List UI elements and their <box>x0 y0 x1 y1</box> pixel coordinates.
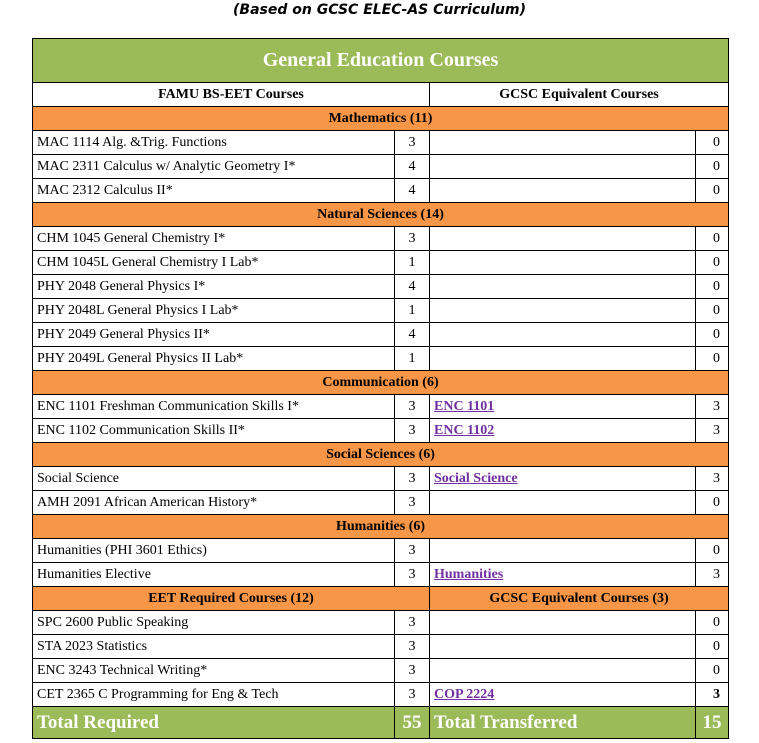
course-name: MAC 2311 Calculus w/ Analytic Geometry I* <box>33 155 395 179</box>
course-credits: 4 <box>395 179 430 203</box>
table-title: General Education Courses <box>33 39 729 83</box>
course-credits: 3 <box>395 659 430 683</box>
course-credits: 4 <box>395 275 430 299</box>
table-row <box>33 563 729 587</box>
equivalent-course <box>430 131 696 155</box>
table-row <box>33 491 729 515</box>
total-transferred-value: 15 <box>696 707 729 739</box>
course-table <box>32 38 729 739</box>
left-column-header: FAMU BS-EET Courses <box>33 83 430 107</box>
equivalent-credits: 0 <box>696 659 729 683</box>
course-name: CHM 1045 General Chemistry I* <box>33 227 395 251</box>
equivalent-course <box>430 659 696 683</box>
course-credits: 4 <box>395 155 430 179</box>
course-credits: 1 <box>395 299 430 323</box>
course-credits: 3 <box>395 539 430 563</box>
course-credits: 3 <box>395 227 430 251</box>
equivalent-credits: 3 <box>696 683 729 707</box>
section-row <box>33 515 729 539</box>
equivalent-course <box>430 419 696 443</box>
equivalent-credits: 0 <box>696 251 729 275</box>
section-gcsc-equivalent: GCSC Equivalent Courses (3) <box>430 587 729 611</box>
equivalent-credits: 0 <box>696 611 729 635</box>
equivalent-course <box>430 539 696 563</box>
course-credits: 1 <box>395 251 430 275</box>
course-name: PHY 2048 General Physics I* <box>33 275 395 299</box>
course-name: PHY 2049L General Physics II Lab* <box>33 347 395 371</box>
table-row <box>33 395 729 419</box>
equivalent-course <box>430 275 696 299</box>
section-natural-sciences: Natural Sciences (14) <box>33 203 729 227</box>
course-name: PHY 2049 General Physics II* <box>33 323 395 347</box>
course-name: STA 2023 Statistics <box>33 635 395 659</box>
equivalent-course-link[interactable]: ENC 1102 <box>434 422 495 438</box>
equivalent-course <box>430 347 696 371</box>
course-name: PHY 2048L General Physics I Lab* <box>33 299 395 323</box>
equivalent-credits: 0 <box>696 635 729 659</box>
course-credits: 3 <box>395 563 430 587</box>
equivalent-course <box>430 563 696 587</box>
total-required-label: Total Required <box>33 707 395 739</box>
right-column-header: GCSC Equivalent Courses <box>430 83 729 107</box>
course-name: CET 2365 C Programming for Eng & Tech <box>33 683 395 707</box>
course-name: Humanities Elective <box>33 563 395 587</box>
table-row <box>33 323 729 347</box>
table-row <box>33 275 729 299</box>
course-name: Social Science <box>33 467 395 491</box>
section-eet-required: EET Required Courses (12) <box>33 587 430 611</box>
equivalent-credits: 0 <box>696 179 729 203</box>
course-credits: 3 <box>395 395 430 419</box>
equivalent-course <box>430 155 696 179</box>
table-row <box>33 611 729 635</box>
table-row <box>33 251 729 275</box>
table-row <box>33 659 729 683</box>
section-row <box>33 203 729 227</box>
course-name: MAC 1114 Alg. &Trig. Functions <box>33 131 395 155</box>
equivalent-credits: 0 <box>696 275 729 299</box>
section-social-sciences: Social Sciences (6) <box>33 443 729 467</box>
course-credits: 3 <box>395 419 430 443</box>
course-name: AMH 2091 African American History* <box>33 491 395 515</box>
equivalent-credits: 0 <box>696 539 729 563</box>
course-credits: 3 <box>395 611 430 635</box>
table-row <box>33 467 729 491</box>
equivalent-course-link[interactable]: ENC 1101 <box>434 398 495 414</box>
table-title-row <box>33 39 729 83</box>
equivalent-course <box>430 251 696 275</box>
equivalent-course-link[interactable]: Social Science <box>434 470 518 486</box>
course-name: MAC 2312 Calculus II* <box>33 179 395 203</box>
equivalent-credits: 0 <box>696 491 729 515</box>
totals-row <box>33 707 729 739</box>
section-row <box>33 107 729 131</box>
table-row <box>33 347 729 371</box>
table-row <box>33 155 729 179</box>
table-row <box>33 683 729 707</box>
equivalent-credits: 0 <box>696 131 729 155</box>
equivalent-course <box>430 611 696 635</box>
total-transferred-label: Total Transferred <box>430 707 696 739</box>
table-row <box>33 227 729 251</box>
column-header-row <box>33 83 729 107</box>
equivalent-course-link[interactable]: Humanities <box>434 566 504 582</box>
equivalent-course <box>430 299 696 323</box>
equivalent-credits: 3 <box>696 419 729 443</box>
table-row <box>33 419 729 443</box>
equivalent-credits: 0 <box>696 227 729 251</box>
section-row <box>33 371 729 395</box>
table-row <box>33 539 729 563</box>
total-required-value: 55 <box>395 707 430 739</box>
document-subtitle: (Based on GCSC ELEC-AS Curriculum) <box>233 2 526 18</box>
equivalent-credits: 0 <box>696 299 729 323</box>
section-mathematics: Mathematics (11) <box>33 107 729 131</box>
course-credits: 4 <box>395 323 430 347</box>
equivalent-credits: 3 <box>696 563 729 587</box>
course-credits: 1 <box>395 347 430 371</box>
section-row <box>33 587 729 611</box>
course-credits: 3 <box>395 131 430 155</box>
table-row <box>33 635 729 659</box>
equivalent-course <box>430 179 696 203</box>
equivalent-course <box>430 635 696 659</box>
course-name: Humanities (PHI 3601 Ethics) <box>33 539 395 563</box>
table-row <box>33 131 729 155</box>
course-name: ENC 1102 Communication Skills II* <box>33 419 395 443</box>
course-name: SPC 2600 Public Speaking <box>33 611 395 635</box>
table-row <box>33 179 729 203</box>
equivalent-credits: 0 <box>696 155 729 179</box>
course-name: CHM 1045L General Chemistry I Lab* <box>33 251 395 275</box>
equivalent-course <box>430 323 696 347</box>
equivalent-course <box>430 491 696 515</box>
course-credits: 3 <box>395 467 430 491</box>
course-name: ENC 3243 Technical Writing* <box>33 659 395 683</box>
section-row <box>33 443 729 467</box>
table-row <box>33 299 729 323</box>
section-humanities: Humanities (6) <box>33 515 729 539</box>
course-credits: 3 <box>395 635 430 659</box>
equivalent-course <box>430 683 696 707</box>
equivalent-course <box>430 467 696 491</box>
course-credits: 3 <box>395 683 430 707</box>
equivalent-course <box>430 227 696 251</box>
equivalent-credits: 3 <box>696 467 729 491</box>
course-credits: 3 <box>395 491 430 515</box>
equivalent-credits: 3 <box>696 395 729 419</box>
equivalent-course-link[interactable]: COP 2224 <box>434 686 495 702</box>
course-name: ENC 1101 Freshman Communication Skills I* <box>33 395 395 419</box>
section-communication: Communication (6) <box>33 371 729 395</box>
equivalent-credits: 0 <box>696 323 729 347</box>
equivalent-course <box>430 395 696 419</box>
equivalent-credits: 0 <box>696 347 729 371</box>
